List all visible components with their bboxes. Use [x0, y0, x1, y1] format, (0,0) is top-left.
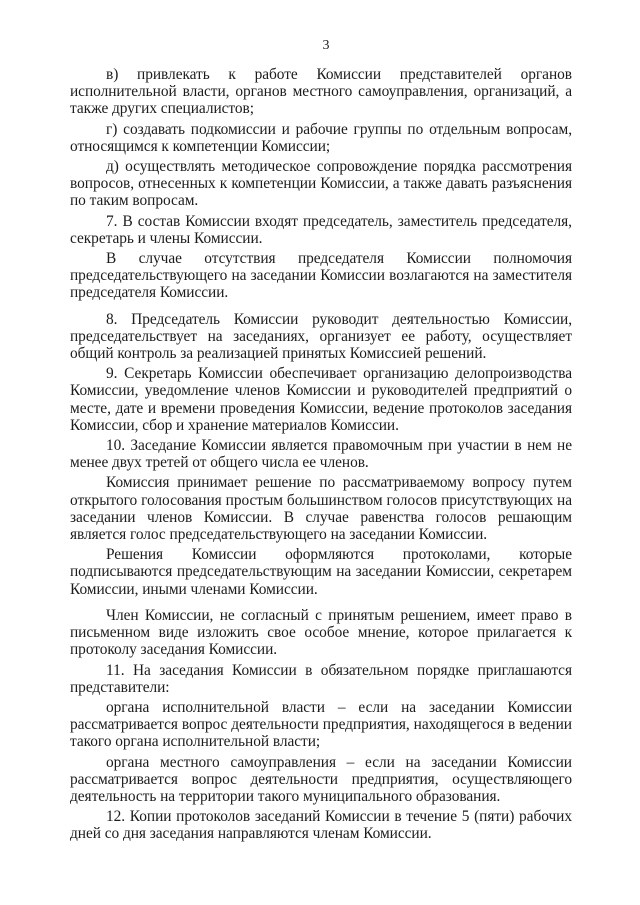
paragraph-9: 9. Секретарь Комиссии обеспечивает организацию делопроизводства Комиссии, уведомление членов Комиссии и руководителей предприятий о месте, дате и времени проведения Комиссии, ведение протоколов заседания Комиссии, сбор и хранение материалов Комиссии. [70, 365, 572, 434]
paragraph-item-d: д) осуществлять методическое сопровождение порядка рассмотрения вопросов, отнесенных к компетенции Комиссии, а также давать разъяснения по таким вопросам. [70, 158, 572, 210]
paragraph-7: 7. В состав Комиссии входят председатель, заместитель председателя, секретарь и члены Комиссии. [70, 212, 572, 247]
paragraph-11-local: органа местного самоуправления – если на заседании Комиссии рассматривается вопрос деятельности предприятия, осуществляющего деятельность на территории такого муниципального образования. [70, 753, 572, 805]
paragraph-12: 12. Копии протоколов заседаний Комиссии в течение 5 (пяти) рабочих дней со дня заседания направляются членам Комиссии. [70, 808, 572, 843]
paragraph-11-executive: органа исполнительной власти – если на заседании Комиссии рассматривается вопрос деятельности предприятия, находящегося в ведении такого органа исполнительной власти; [70, 698, 572, 751]
paragraph-item-g: г) создавать подкомиссии и рабочие группы по отдельным вопросам, относящимся к компетенции Комиссии; [70, 120, 572, 155]
paragraph-10-dissent: Член Комиссии, не согласный с принятым решением, имеет право в письменном виде изложить свое особое мнение, которое прилагается к протоколу заседания Комиссии. [70, 606, 572, 659]
paragraph-10-protocols: Решения Комиссии оформляются протоколами, которые подписываются председательствующим на заседании Комиссии, секретарем Комиссии, иными членами Комиссии. [70, 546, 572, 598]
paragraph-10: 10. Заседание Комиссии является правомочным при участии в нем не менее двух третей от общего числа ее членов. [70, 437, 572, 472]
page-number: 3 [322, 38, 330, 53]
paragraph-10-voting: Комиссия принимает решение по рассматриваемому вопросу путем открытого голосования простым большинством голосов присутствующих на заседании членов Комиссии. В случае равенства голосов решающим является голос председательствующего на заседании Комиссии. [70, 474, 572, 544]
paragraph-item-v: в) привлекать к работе Комиссии представителей органов исполнительной власти, органов местного самоуправления, организаций, а также других специалистов; [70, 66, 572, 118]
paragraph-7-absence: В случае отсутствия председателя Комиссии полномочия председательствующего на заседании Комиссии возлагаются на заместителя председателя Комиссии. [70, 250, 572, 302]
paragraph-8: 8. Председатель Комиссии руководит деятельностью Комиссии, председательствует на заседаниях, организует ее работу, осуществляет общий контроль за реализацией принятых Комиссией решений. [70, 310, 572, 363]
paragraph-11: 11. На заседания Комиссии в обязательном порядке приглашаются представители: [70, 661, 572, 696]
